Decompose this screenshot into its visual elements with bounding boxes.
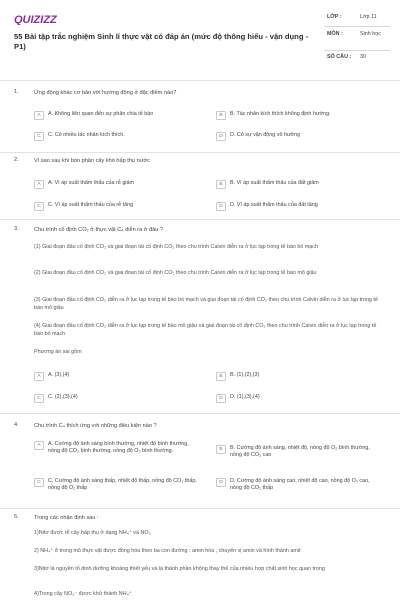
- question-4: [14, 422, 386, 502]
- option-text: C. Có nhiều tác nhân kích thích.: [48, 132, 125, 138]
- question-2: [14, 157, 386, 217]
- option-d[interactable]: [216, 201, 386, 213]
- divider: [324, 50, 390, 51]
- info-label: SỐ CÂU :: [327, 54, 352, 60]
- divider: [0, 413, 400, 414]
- info-value: Sinh học: [360, 31, 381, 37]
- option-text: D. (1),(3),(4): [230, 394, 260, 400]
- question-3: [14, 226, 386, 416]
- option-d[interactable]: [216, 131, 386, 143]
- question-5: [14, 514, 386, 600]
- statement: (3) Giai đoạn đầu cố định CO₂ diễn ra ở lục lạp trong tế bào bó mạch và giai đoạn tái cố định CO₂ theo chu trình Calvin diễn ra ở lục lạp trong tế bào mô giậu: [34, 297, 378, 312]
- option-text: B. (1),(2),(3): [230, 372, 260, 378]
- divider: [324, 26, 390, 27]
- option-text: A. (3),(4): [48, 372, 70, 378]
- option-a[interactable]: [34, 371, 204, 383]
- option-letter: A: [34, 441, 44, 450]
- option-a[interactable]: [34, 179, 204, 191]
- question-text: Ứng động khác cơ bản với hướng động ở đặc điểm nào?: [34, 90, 177, 96]
- option-text: A. Cường độ ánh sáng bình thường, nhiệt độ bình thường, nồng độ CO₂ bình thường, nồng độ O₂ bình thường.: [48, 441, 189, 455]
- option-letter: D: [216, 132, 226, 141]
- option-letter: C: [34, 478, 44, 487]
- page-title: 55 Bài tập trắc nghiệm Sinh lí thực vật có đáp án (mức độ thông hiểu - vận dụng - P1): [14, 32, 309, 52]
- option-text: D. Cường độ ánh sáng cao, nhiệt độ cao, nồng độ O₂ cao, nồng độ CO₂ thấp: [230, 478, 370, 492]
- info-value: Lớp 11: [360, 14, 377, 20]
- option-text: D. Vì áp suất thẩm thấu của đất tăng: [230, 202, 318, 208]
- question-number: 3.: [14, 226, 19, 232]
- option-letter: B: [216, 111, 226, 120]
- question-number: 5.: [14, 514, 19, 520]
- option-a[interactable]: [34, 110, 204, 122]
- question-text: Trong các nhận định sau :: [34, 515, 99, 521]
- option-text: B. Cường độ ánh sáng, nhiệt độ, nồng độ O₂ bình thường, nồng độ CO₂ cao: [230, 445, 370, 459]
- option-d[interactable]: [216, 393, 386, 405]
- option-letter: A: [34, 180, 44, 189]
- divider: [0, 508, 400, 509]
- option-letter: D: [216, 394, 226, 403]
- option-letter: C: [34, 132, 44, 141]
- option-letter: B: [216, 372, 226, 381]
- header: [0, 0, 400, 78]
- option-text: B. Tác nhân kích thích không định hướng.: [230, 111, 331, 117]
- statement: 3)Nitơ là nguyên tố dinh dưỡng khoáng thiết yếu và là thành phần không thay thế của nhiều hợp chất sinh học quan trọng: [34, 566, 325, 572]
- option-d[interactable]: [216, 477, 386, 497]
- option-b[interactable]: [216, 371, 386, 383]
- question-number: 4.: [14, 422, 19, 428]
- option-a[interactable]: [34, 440, 214, 464]
- question-text: Chu trình C₄ thích ứng với những điều kiện nào ?: [34, 423, 157, 429]
- divider: [0, 219, 400, 220]
- option-letter: A: [34, 372, 44, 381]
- option-c[interactable]: [34, 393, 204, 405]
- question-text: Vì sao sau khi bón phân cây khó hấp thụ nước: [34, 158, 150, 164]
- option-text: A. Không liên quan đến sự phân chia tế bào: [48, 111, 154, 117]
- option-letter: B: [216, 180, 226, 189]
- option-text: C. Vì áp suất thẩm thấu của rễ tăng: [48, 202, 134, 208]
- option-text: B. Vì áp suất thẩm thấu của đất giảm: [230, 180, 319, 186]
- option-letter: C: [34, 202, 44, 211]
- header-divider: [0, 80, 400, 81]
- option-letter: B: [216, 445, 226, 454]
- info-row-count: [324, 54, 390, 72]
- question-number: 2.: [14, 157, 19, 163]
- info-value: 30: [360, 54, 366, 60]
- option-c[interactable]: [34, 131, 204, 143]
- option-text: C. Cường độ ánh sáng thấp, nhiệt độ thấp, nồng độ CO₂ thấp, nồng độ O₂ thấp: [48, 478, 197, 492]
- quizizz-logo: [14, 12, 62, 24]
- option-letter: C: [34, 394, 44, 403]
- option-letter: D: [216, 478, 226, 487]
- info-label: LỚP :: [327, 14, 342, 20]
- option-c[interactable]: [34, 477, 214, 497]
- option-letter: D: [216, 202, 226, 211]
- option-b[interactable]: [216, 444, 386, 464]
- option-c[interactable]: [34, 201, 204, 213]
- option-b[interactable]: [216, 110, 386, 122]
- option-b[interactable]: [216, 179, 386, 191]
- option-text: C. (2),(3),(4): [48, 394, 78, 400]
- question-number: 1.: [14, 89, 19, 95]
- option-letter: A: [34, 111, 44, 120]
- option-text: D. Có sự vận động vô hướng: [230, 132, 301, 138]
- info-row-subject: [324, 31, 390, 49]
- statement: 4)Trong cây NO₃⁻ được khử thành NH₄⁺: [34, 591, 132, 597]
- divider: [0, 152, 400, 153]
- statement: (1) Giai đoạn đầu cố định CO₂ và giai đoạn tái cố định CO₂ theo chu trình Calvin diễn ra ở lục lạp trong tế bào bó mạch: [34, 244, 319, 250]
- statement: 1)Nitơ được rễ cây hấp thụ ở dạng NH₄⁺ và NO₃: [34, 530, 151, 536]
- statement: (4) Giai đoạn đầu cố định CO₂ diễn ra ở lục lạp trong tế bào mô giậu và giai đoạn tái cố định CO₂ theo chu trình Calvin diễn ra ở lục lạp trong tế bào bó mạch: [34, 323, 377, 338]
- info-row-class: [324, 14, 390, 32]
- logo-text: QUIZIZZ: [14, 14, 57, 25]
- statement: 2) NH₄⁺ ở trong mô thực vật được đồng hóa theo ba con đường : amin hóa , chuyển vị amin và hình thành amit: [34, 548, 301, 554]
- info-box: [324, 10, 390, 68]
- question-text: Chu trình cố định CO₂ ở thực vật C₄ diễn ra ở đâu ?: [34, 227, 164, 233]
- info-label: MÔN :: [327, 31, 343, 37]
- statement: (2) Giai đoạn đầu cố định CO₂ và giai đoạn tái cố định CO₂ theo chu trình Calvin diễn ra ở lục lạp trong tế bào mô giậu: [34, 270, 317, 276]
- question-1: [14, 89, 386, 149]
- option-text: A. Vì áp suất thẩm thấu của rễ giảm: [48, 180, 134, 186]
- question-prompt: Phương án sai gồm: [34, 349, 82, 355]
